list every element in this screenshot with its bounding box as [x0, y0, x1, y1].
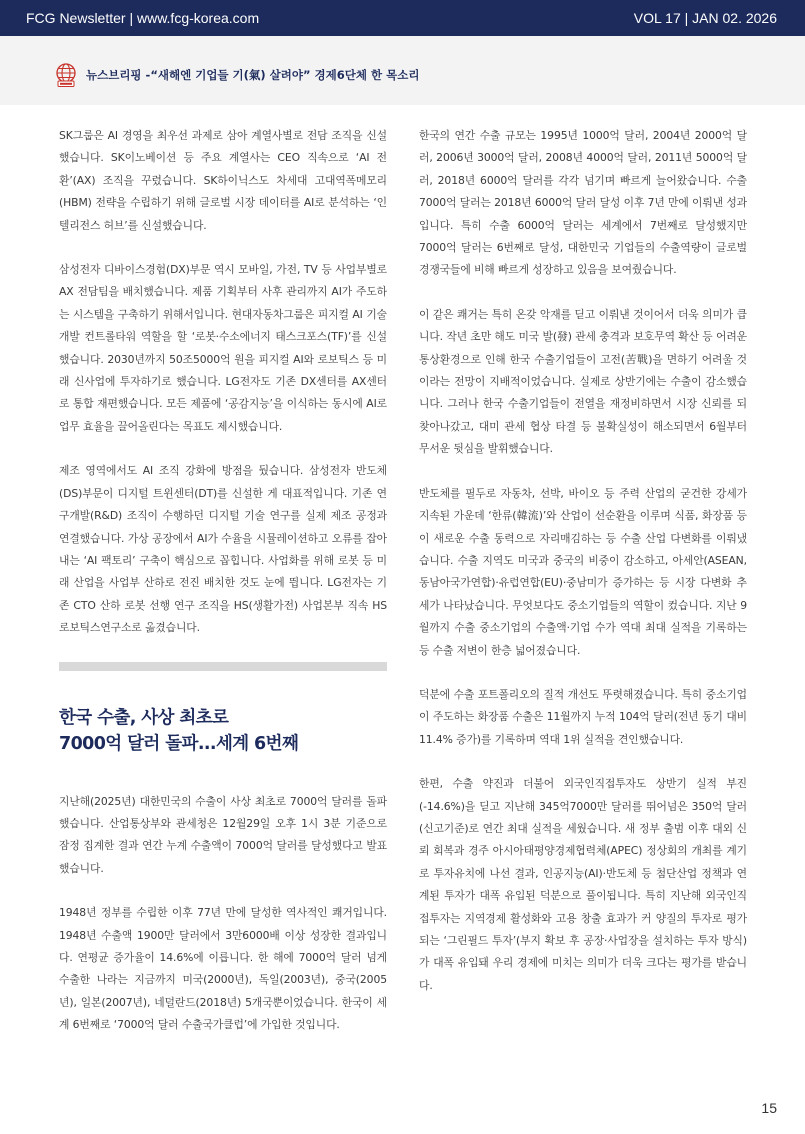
globe-icon	[55, 63, 77, 87]
paragraph: SK그룹은 AI 경영을 최우선 과제로 삼아 계열사별로 전담 조직을 신설했습니다. SK이노베이션 등 주요 계열사는 CEO 직속으로 ‘AI 전환’(AX) 조직을 꾸렸습니다. SK하이닉스도 차세대 고대역폭메모리(HBM) 전략을 수립하기 위해 글로벌 시장 데이터를 AI로 분석하는 ‘인텔리전스 허브’를 신설했습니다.	[59, 129, 387, 232]
section-divider	[59, 662, 387, 671]
article-headline	[59, 705, 387, 757]
paragraph: 이 같은 쾌거는 특히 온갖 악재를 딛고 이뤄낸 것이어서 더욱 의미가 큽니다. 작년 초만 해도 미국 발(發) 관세 충격과 보호무역 확산 등 어려운 통상환경으로 인해 한국 수출기업들이 고전(苦戰)을 면하기 어려울 것이라는 전망이 지배적이었습니다. 실제로 상반기에는 수출이 감소했습니다. 그러나 한국 수출기업들이 전열을 재정비하면서 시장 신뢰를 되찾아나갔고, 대미 관세 협상 타결 등 불확실성이 해소되면서 6월부터 무서운 뒷심을 발휘했습니다.	[419, 307, 747, 456]
paragraph: 한국의 연간 수출 규모는 1995년 1000억 달러, 2004년 2000억 달러, 2006년 3000억 달러, 2008년 4000억 달러, 2011년 5000억 달러, 2018년 6000억 달러를 각각 넘기며 빠르게 늘어왔습니다. 수출 7000억 달러는 2018년 6000억 달러 달성 이후 7년 만에 이뤄낸 성과입니다. 특히 수출 6000억 달러는 세계에서 7번째로 달성했지만 7000억 달러는 6번째로 달성, 대한민국 기업들의 수출역량이 글로벌 경쟁국들에 비해 빠르게 성장하고 있음을 보여줬습니다.	[419, 129, 747, 277]
paragraph: 한편, 수출 약진과 더불어 외국인직접투자도 상반기 실적 부진(-14.6%)을 딛고 지난해 345억7000만 달러를 뛰어넘은 350억 달러(신고기준)로 연간 최대 실적을 세웠습니다. 새 정부 출범 이후 대외 신뢰 회복과 경주 아시아태평양경제협력체(APEC) 정상회의 개최를 계기로 투자유치에 나선 결과, 인공지능(AI)·반도체 등 첨단산업 정책과 연계된 투자가 대폭 유입된 덕분으로 풀이됩니다. 특히 지난해 외국인직접투자는 지역경제 활성화와 고용 창출 효과가 커 양질의 투자로 평가되는 ‘그린필드 투자’(부지 확보 후 공장·사업장을 설치하는 투자 방식)가 대폭 유입돼 우리 경제에 미치는 의미가 더욱 크다는 평가를 받습니다.	[419, 777, 747, 992]
paragraph: 제조 영역에서도 AI 조직 강화에 방점을 뒀습니다. 삼성전자 반도체(DS)부문이 디지털 트윈센터(DT)를 신설한 게 대표적입니다. 기존 연구개발(R&D) 조직이 수행하던 디지털 기술 연구를 실제 제조 공정과 연결했습니다. 가상 공장에서 AI가 수율을 시뮬레이션하고 오류를 잡아내는 ‘AI 팩토리’ 구축이 핵심으로 꼽힙니다. 사업화를 위해 로봇 등 미래 산업을 사업부 산하로 전진 배치한 것도 눈에 띕니다. LG전자는 기존 CTO 산하 로봇 선행 연구 조직을 HS(생활가전) 사업본부 직속 HS로보틱스연구소로 옮겼습니다.	[59, 464, 387, 635]
page-number: 15	[761, 1100, 777, 1116]
section-title-news-briefing: 뉴스브리핑 -“새해엔 기업들 기(氣) 살려야” 경제6단체 한 목소리	[86, 68, 420, 82]
section-header	[0, 36, 805, 105]
paragraph: 덕분에 수출 포트폴리오의 질적 개선도 뚜렷해졌습니다. 특히 중소기업이 주도하는 화장품 수출은 11월까지 누적 104억 달러(전년 동기 대비 11.4% 증가)를 기록하며 역대 1위 실적을 견인했습니다.	[419, 687, 747, 746]
paragraph: 지난해(2025년) 대한민국의 수출이 사상 최초로 7000억 달러를 돌파했습니다. 산업통상부와 관세청은 12월29일 오후 1시 3분 기준으로 잠정 집계한 결과 연간 누계 수출액이 7000억 달러를 달성했다고 발표했습니다.	[59, 794, 387, 875]
newsletter-brand[interactable]: FCG Newsletter | www.fcg-korea.com	[26, 10, 260, 26]
left-column	[59, 125, 387, 1059]
top-bar	[0, 0, 805, 36]
paragraph: 삼성전자 디바이스경험(DX)부문 역시 모바일, 가전, TV 등 사업부별로 AX 전담팀을 배치했습니다. 제품 기획부터 사후 관리까지 AI가 주도하는 시스템을 구축하기 위해서입니다. 현대자동차그룹은 피지컬 AI 기술 개발 컨트롤타워 역할을 할 ‘로봇·수소에너지 태스크포스(TF)’를 신설했습니다. 2030년까지 50조5000억 원을 피지컬 AI와 로보틱스 등 미래 신사업에 투자하기로 했습니다. LG전자도 기존 DX센터를 AX센터로 통합 재편했습니다. 모든 제품에 ‘공감지능’을 이식하는 동시에 AI로 업무 효율을 끌어올린다는 목표도 제시했습니다.	[59, 263, 387, 433]
paragraph: 반도체를 필두로 자동차, 선박, 바이오 등 주력 산업의 굳건한 강세가 지속된 가운데 ‘한류(韓流)’와 산업이 선순환을 이루며 식품, 화장품 등이 새로운 수출 동력으로 자리매김하는 등 수출 산업 다변화를 이뤄냈습니다. 수출 지역도 미국과 중국의 비중이 감소하고, 아세안(ASEAN, 동남아국가연합)·유럽연합(EU)·중남미가 증가하는 등 시장 다변화 추세가 나타났습니다. 무엇보다도 중소기업들의 역할이 컸습니다. 지난 9월까지 수출 중소기업의 수출액·기업 수가 역대 최대 실적을 기록하는 등 수출 저변이 한층 넓어졌습니다.	[419, 486, 747, 657]
right-column	[419, 125, 747, 1019]
headline-line-2: 7000억 달러 돌파...세계 6번째	[59, 733, 299, 754]
paragraph: 1948년 정부를 수립한 이후 77년 만에 달성한 역사적인 쾌거입니다. 1948년 수출액 1900만 달러에서 3만6000배 이상 성장한 결과입니다. 연평균 증가율이 14.6%에 이릅니다. 한 해에 7000억 달러 넘게 수출한 나라는 지금까지 미국(2000년), 독일(2003년), 중국(2005년), 일본(2007년), 네덜란드(2018년) 5개국뿐이었습니다. 한국이 세계 6번째로 ‘7000억 달러 수출국가클럽’에 가입한 것입니다.	[59, 906, 387, 1032]
issue-info: VOL 17 | JAN 02. 2026	[633, 10, 777, 26]
headline-line-1: 한국 수출, 사상 최초로	[59, 707, 229, 728]
